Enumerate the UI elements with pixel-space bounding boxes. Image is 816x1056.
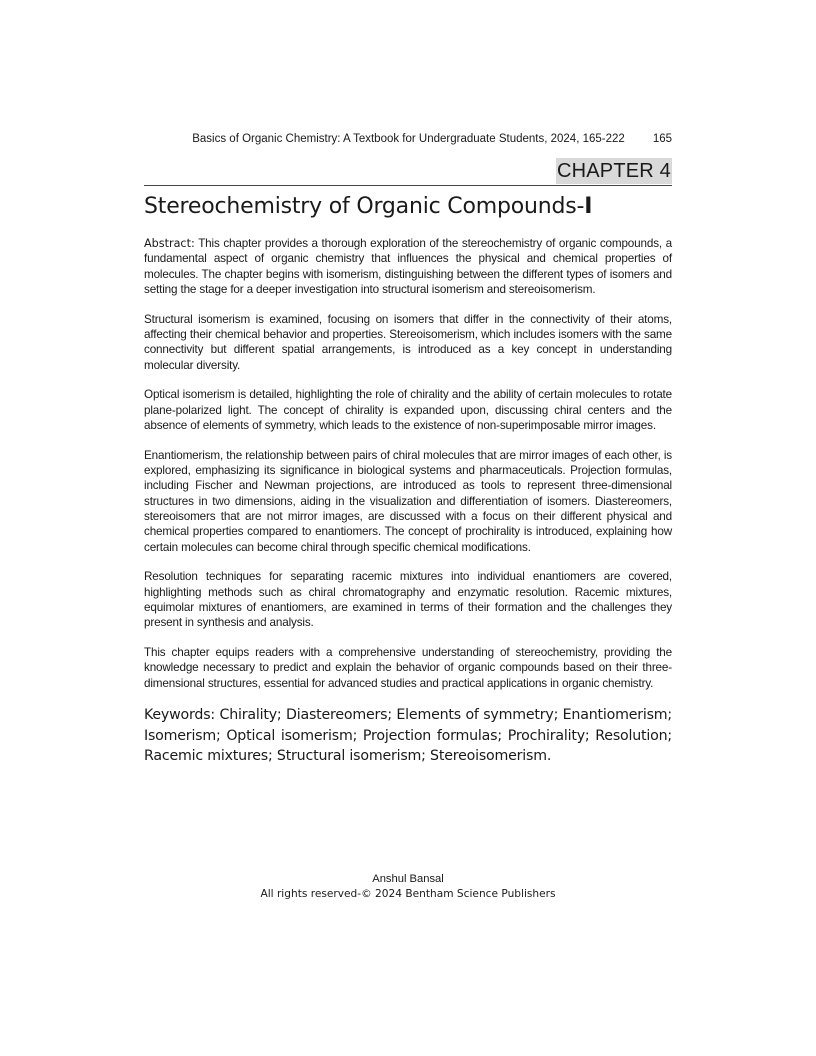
book-reference: Basics of Organic Chemistry: A Textbook for Undergraduate Students, 2024, 165-222 <box>192 133 625 145</box>
copyright-notice: All rights reserved-© 2024 Bentham Science Publishers <box>260 887 556 900</box>
keywords-text: Chirality; Diastereomers; Elements of symmetry; Enantiomerism; Isomerism; Optical isomerism; Projection formulas; Prochirality; Resolution; Racemic mixtures; Structural isomerism; Stereoisomerism. <box>144 707 673 765</box>
abstract-paragraph: Enantiomerism, the relationship between pairs of chiral molecules that are mirror images of each other, is explored, emphasizing its significance in biological systems and pharmaceuticals. Projection formulas, including Fischer and Newman projections, are introduced as tools to represent three-dimensional structures in two dimensions, aiding in the visualization and differentiation of isomers. Diastereomers, stereoisomers that are not mirror images, are discussed with a focus on their different physical and chemical properties compared to enantiomers. The concept of prochirality is introduced, explaining how certain molecules can become chiral through specific chemical modifications. <box>144 448 672 554</box>
abstract-paragraph: Resolution techniques for separating racemic mixtures into individual enantiomers are covered, highlighting methods such as chiral chromatography and enzymatic resolution. Racemic mixtures, equimolar mixtures of enantiomers, are examined in terms of their formation and the challenges they present in synthesis and analysis. <box>144 570 672 630</box>
keywords <box>144 705 672 767</box>
abstract-lead: Abstract: <box>144 237 195 250</box>
page-footer <box>144 872 672 901</box>
chapter-heading-rule <box>144 158 672 186</box>
abstract-paragraph-text: This chapter provides a thorough exploration of the stereochemistry of organic compounds, a fundamental aspect of organic chemistry that influences the physical and chemical properties of molecules. The chapter begins with isomerism, distinguishing between the different types of isomers and setting the stage for a deeper investigation into structural isomerism and stereoisomerism. <box>144 237 672 296</box>
abstract-paragraph <box>144 236 672 297</box>
running-header <box>192 132 672 146</box>
abstract-paragraph: Structural isomerism is examined, focusing on isomers that differ in the connectivity of their atoms, affecting their chemical behavior and properties. Stereoisomerism, which includes isomers with the same connectivity but different spatial arrangements, is introduced as a key concept in understanding molecular diversity. <box>144 312 672 372</box>
keywords-lead: Keywords: <box>144 707 215 724</box>
abstract-paragraph: This chapter equips readers with a comprehensive understanding of stereochemistry, providing the knowledge necessary to predict and explain the behavior of organic compounds based on their three-dimensional structures, essential for advanced studies and practical applications in organic chemistry. <box>144 646 672 690</box>
document-page <box>144 0 672 1056</box>
chapter-label: CHAPTER 4 <box>556 160 671 182</box>
abstract-paragraph: Optical isomerism is detailed, highlighting the role of chirality and the ability of certain molecules to rotate plane-polarized light. The concept of chirality is expanded upon, discussing chiral centers and the absence of elements of symmetry, which leads to the existence of non-superimposable mirror images. <box>144 388 672 432</box>
chapter-title-main: Stereochemistry of Organic Compounds- <box>144 194 585 219</box>
page-number: 165 <box>652 133 672 145</box>
chapter-title <box>144 192 672 222</box>
chapter-title-suffix: I <box>584 194 593 219</box>
author-name: Anshul Bansal <box>372 873 444 885</box>
abstract-section <box>144 236 672 767</box>
